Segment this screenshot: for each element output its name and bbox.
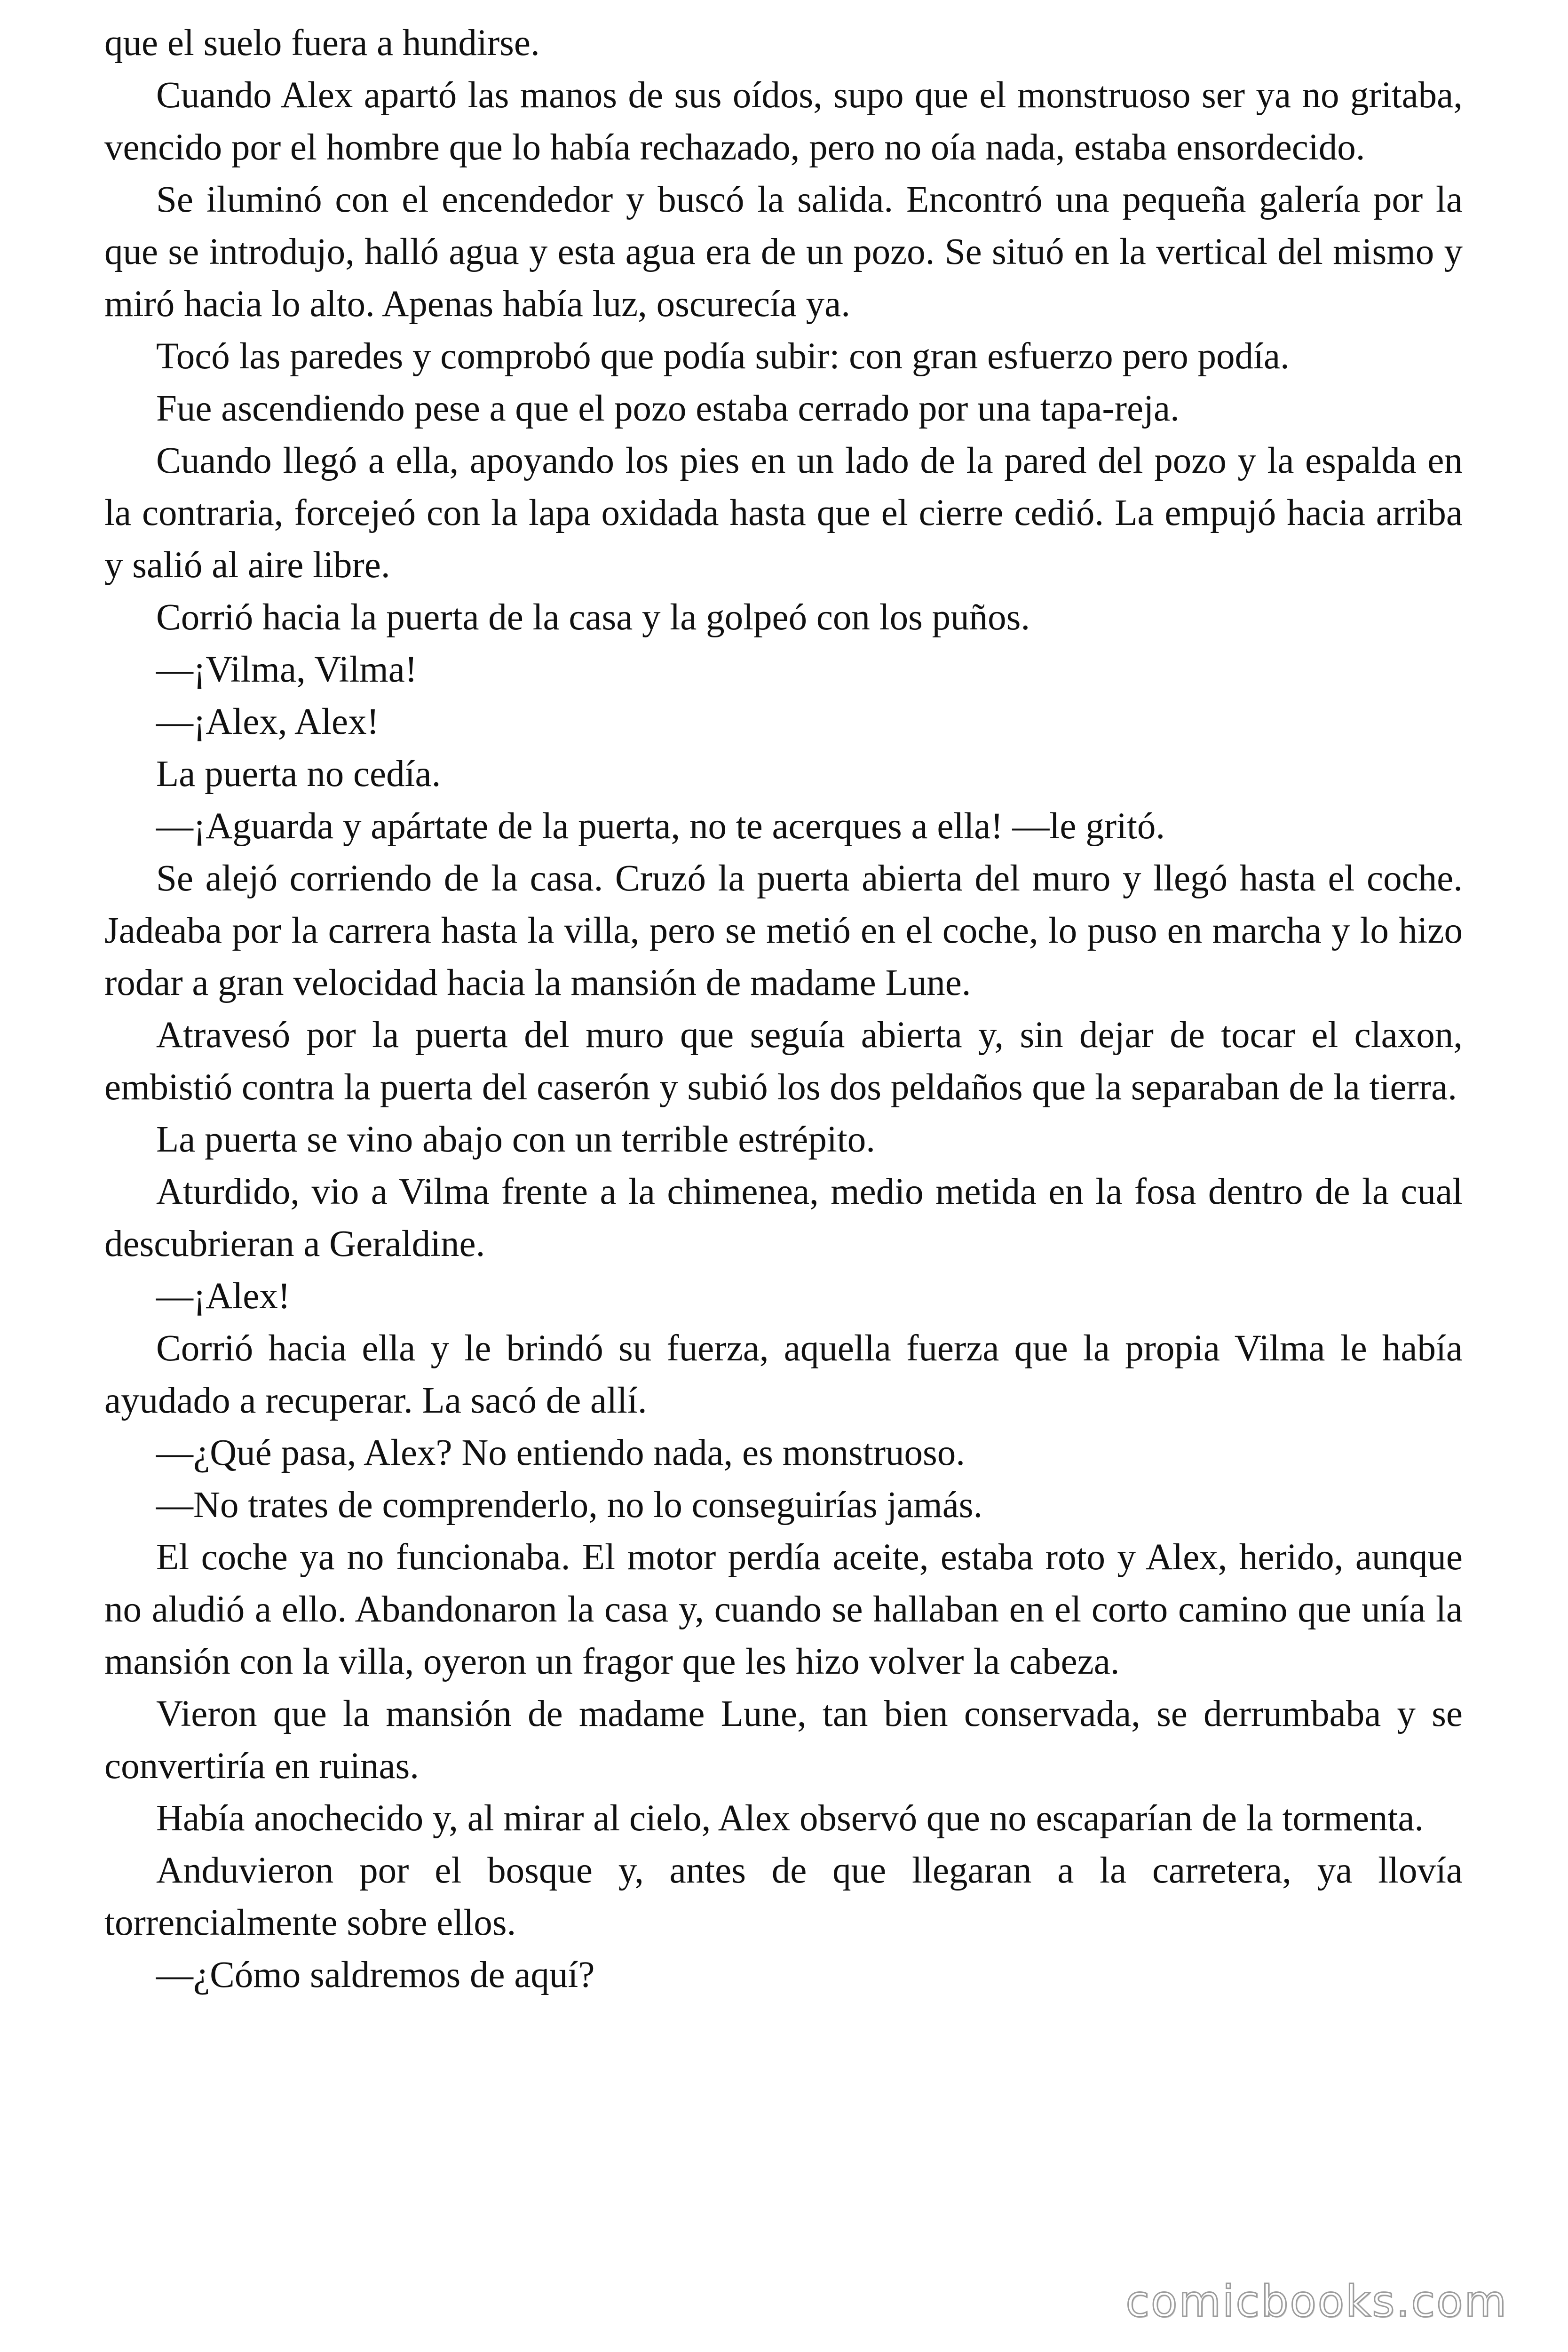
paragraph: Fue ascendiendo pese a que el pozo estaba cerrado por una tapa-reja.: [156, 388, 1180, 429]
paragraph: Anduvieron por el bosque y, antes de que llegaran a la carretera, ya llovía torrencialmente sobre ellos.: [104, 1850, 1463, 1943]
watermark: comicbooks.com: [1125, 2276, 1508, 2327]
paragraph: Atravesó por la puerta del muro que seguía abierta y, sin dejar de tocar el claxon, embistió contra la puerta del caserón y subió los dos peldaños que la separaban de la tierra.: [104, 1015, 1463, 1108]
paragraph: Aturdido, vio a Vilma frente a la chimenea, medio metida en la fosa dentro de la cual descubrieran a Geraldine.: [104, 1171, 1463, 1264]
paragraph: Corrió hacia la puerta de la casa y la golpeó con los puños.: [156, 597, 1030, 638]
paragraph: Cuando Alex apartó las manos de sus oídos, supo que el monstruoso ser ya no gritaba, vencido por el hombre que lo había rechazado, pero no oía nada, estaba ensordecido.: [104, 75, 1463, 168]
dialogue-line: —¿Qué pasa, Alex? No entiendo nada, es monstruoso.: [156, 1432, 966, 1473]
dialogue-line: —No trates de comprenderlo, no lo conseguirías jamás.: [156, 1485, 983, 1526]
paragraph: La puerta no cedía.: [156, 754, 441, 795]
paragraph: Cuando llegó a ella, apoyando los pies en un lado de la pared del pozo y la espalda en la contraria, forcejeó con la lapa oxidada hasta que el cierre cedió. La empujó hacia arriba y salió al aire libre.: [104, 440, 1463, 586]
paragraph: Tocó las paredes y comprobó que podía subir: con gran esfuerzo pero podía.: [156, 336, 1290, 377]
dialogue-line: —¡Alex, Alex!: [156, 701, 379, 742]
paragraph: Se alejó corriendo de la casa. Cruzó la puerta abierta del muro y llegó hasta el coche. Jadeaba por la carrera hasta la villa, pero se metió en el coche, lo puso en marcha y lo hizo rodar a gran velocidad hacia la mansión de madame Lune.: [104, 858, 1463, 1003]
dialogue-line: —¿Cómo saldremos de aquí?: [156, 1955, 595, 1995]
dialogue-line: —¡Vilma, Vilma!: [156, 649, 418, 690]
paragraph: Había anochecido y, al mirar al cielo, Alex observó que no escaparían de la tormenta.: [156, 1798, 1424, 1839]
body-text: [104, 17, 1463, 2001]
paragraph: que el suelo fuera a hundirse.: [104, 23, 540, 64]
paragraph: Vieron que la mansión de madame Lune, tan bien conservada, se derrumbaba y se convertiría en ruinas.: [104, 1693, 1463, 1787]
paragraph: Corrió hacia ella y le brindó su fuerza, aquella fuerza que la propia Vilma le había ayudado a recuperar. La sacó de allí.: [104, 1328, 1463, 1421]
paragraph: El coche ya no funcionaba. El motor perdía aceite, estaba roto y Alex, herido, aunque no aludió a ello. Abandonaron la casa y, cuando se hallaban en el corto camino que unía la mansión con la villa, oyeron un fragor que les hizo volver la cabeza.: [104, 1537, 1463, 1682]
dialogue-line: —¡Aguarda y apártate de la puerta, no te acerques a ella! —le gritó.: [156, 806, 1165, 847]
paragraph: La puerta se vino abajo con un terrible estrépito.: [156, 1119, 875, 1160]
paragraph: Se iluminó con el encendedor y buscó la salida. Encontró una pequeña galería por la que se introdujo, halló agua y esta agua era de un pozo. Se situó en la vertical del mismo y miró hacia lo alto. Apenas había luz, oscurecía ya.: [104, 179, 1463, 325]
dialogue-line: —¡Alex!: [156, 1276, 291, 1317]
